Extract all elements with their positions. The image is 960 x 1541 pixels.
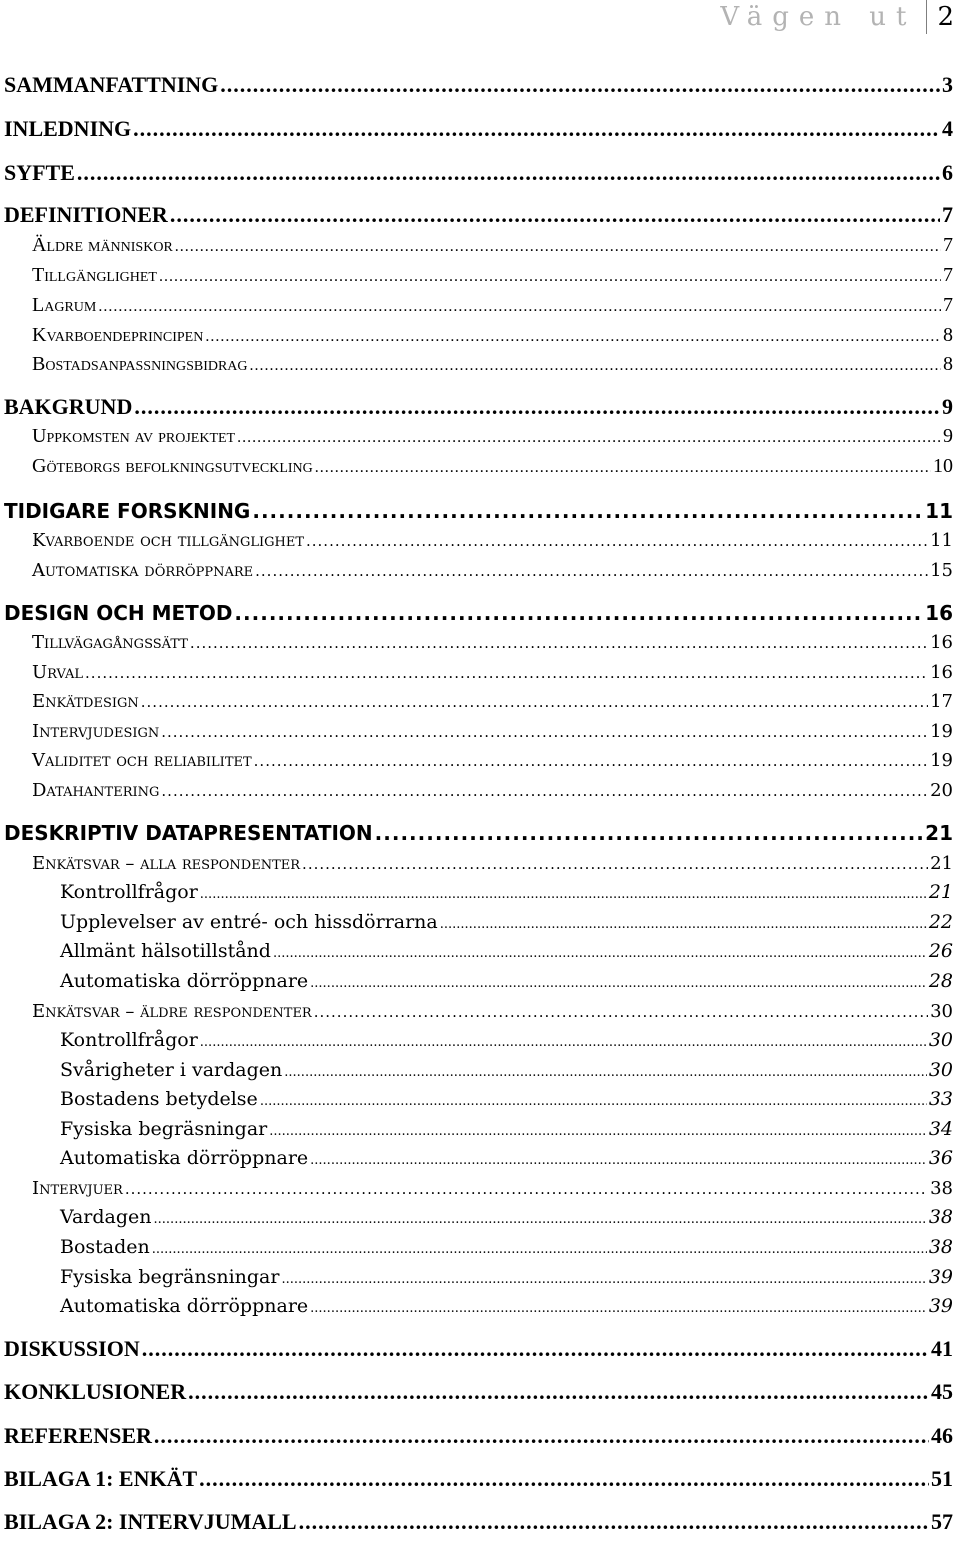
dot-leader — [255, 562, 928, 580]
dot-leader — [310, 1301, 927, 1316]
toc-entry[interactable] — [0, 455, 953, 478]
dot-leader — [205, 328, 941, 346]
toc-entry[interactable] — [0, 234, 953, 257]
toc-entry-title: Datahantering — [32, 780, 160, 801]
toc-entry-title: REFERENSER — [4, 1423, 152, 1448]
toc-entry-title: Kontrollfrågor — [60, 881, 198, 903]
dot-leader — [142, 1336, 929, 1362]
toc-entry[interactable] — [0, 1379, 953, 1405]
toc-entry[interactable] — [0, 691, 953, 712]
toc-entry[interactable] — [0, 1336, 953, 1362]
dot-leader — [299, 1509, 929, 1535]
toc-entry-title: Tillgänglighet — [32, 264, 157, 286]
toc-entry-title: DESKRIPTIV DATAPRESENTATION — [4, 821, 373, 845]
toc-entry[interactable] — [0, 1088, 953, 1110]
toc-entry-page: 57 — [931, 1509, 953, 1534]
toc-entry-page: 21 — [925, 821, 953, 845]
toc-entry-page: 8 — [943, 324, 953, 346]
dot-leader — [159, 268, 941, 286]
toc-entry-page: 41 — [931, 1336, 953, 1361]
toc-entry-title: BILAGA 2: INTERVJUMALL — [4, 1509, 297, 1534]
toc-entry-title: Svårigheter i vardagen — [60, 1059, 283, 1081]
toc-entry-page: 30 — [928, 1059, 953, 1081]
toc-entry[interactable] — [0, 1266, 953, 1288]
toc-entry[interactable] — [0, 1236, 953, 1258]
dot-leader — [254, 752, 928, 770]
toc-entry-page: 33 — [928, 1088, 953, 1110]
toc-entry-title: Urval — [32, 662, 84, 683]
dot-leader — [141, 693, 928, 711]
toc-entry[interactable] — [0, 970, 953, 992]
toc-entry-title: Vardagen — [60, 1206, 152, 1228]
toc-entry-page: 4 — [942, 116, 953, 141]
toc-entry[interactable] — [0, 202, 953, 228]
dot-leader — [152, 1242, 927, 1257]
toc-entry-page: 38 — [928, 1236, 953, 1258]
toc-entry-page: 38 — [928, 1206, 953, 1228]
toc-entry-page: 26 — [928, 940, 953, 962]
toc-entry-page: 9 — [943, 425, 953, 447]
toc-entry-page: 34 — [928, 1118, 953, 1140]
toc-entry-page: 19 — [930, 721, 953, 742]
toc-entry[interactable] — [0, 1178, 953, 1199]
header-divider — [926, 0, 927, 34]
dot-leader — [188, 1379, 929, 1405]
toc-entry[interactable] — [0, 750, 953, 771]
dot-leader — [260, 1094, 927, 1109]
toc-entry[interactable] — [0, 1029, 953, 1051]
dot-leader — [281, 1272, 926, 1287]
toc-entry-title: DESIGN OCH METOD — [4, 601, 233, 625]
toc-entry-page: 7 — [943, 234, 953, 256]
toc-entry[interactable] — [0, 853, 953, 874]
toc-entry-title: Automatiska dörröppnare — [60, 1295, 309, 1317]
toc-entry-page: 16 — [925, 601, 953, 625]
dot-leader — [220, 72, 940, 98]
dot-leader — [310, 1153, 927, 1168]
dot-leader — [234, 601, 923, 625]
toc-entry-title: Enkätsvar – alla respondenter — [32, 853, 301, 874]
dot-leader — [302, 855, 928, 873]
toc-entry-title: Allmänt hälsotillstånd — [60, 940, 271, 962]
toc-entry-page: 17 — [930, 691, 953, 712]
toc-entry-page: 38 — [930, 1178, 953, 1199]
toc-entry-page: 11 — [925, 499, 953, 523]
toc-entry-title: SYFTE — [4, 160, 75, 185]
toc-entry-page: 46 — [931, 1423, 953, 1448]
dot-leader — [269, 1124, 927, 1139]
toc-entry-title: Enkätdesign — [32, 691, 139, 712]
toc-entry-page: 8 — [943, 353, 953, 375]
toc-entry-title: Uppkomsten av projektet — [32, 425, 236, 447]
toc-entry[interactable] — [0, 353, 953, 376]
toc-entry-title: DISKUSSION — [4, 1336, 140, 1361]
dot-leader — [170, 202, 940, 228]
toc-entry[interactable] — [0, 940, 953, 962]
toc-entry-page: 10 — [933, 455, 953, 477]
toc-entry-page: 51 — [931, 1466, 953, 1491]
dot-leader — [125, 1180, 928, 1198]
toc-entry[interactable] — [0, 560, 953, 581]
toc-entry-title: Tillvägagångssätt — [32, 632, 188, 653]
dot-leader — [250, 357, 941, 375]
toc-entry[interactable] — [0, 1509, 953, 1535]
toc-entry-page: 39 — [928, 1266, 953, 1288]
toc-entry-page: 28 — [928, 970, 953, 992]
dot-leader — [98, 298, 941, 316]
toc-entry-page: 30 — [930, 1001, 953, 1022]
toc-entry[interactable] — [0, 264, 953, 287]
dot-leader — [199, 1466, 929, 1492]
toc-entry[interactable] — [0, 116, 953, 142]
toc-entry-title: Bostadens betydelse — [60, 1088, 258, 1110]
toc-entry[interactable] — [0, 780, 953, 801]
toc-entry-title: INLEDNING — [4, 116, 132, 141]
dot-leader — [134, 394, 940, 420]
header-page-number: 2 — [937, 2, 954, 32]
toc-entry[interactable] — [0, 294, 953, 317]
toc-entry-page: 39 — [928, 1295, 953, 1317]
dot-leader — [314, 1003, 928, 1021]
toc-entry[interactable] — [0, 1001, 953, 1022]
toc-entry-title: Upplevelser av entré- och hissdörrarna — [60, 911, 438, 933]
dot-leader — [154, 1423, 929, 1449]
toc-entry[interactable] — [0, 1206, 953, 1228]
dot-leader — [190, 634, 928, 652]
toc-entry[interactable] — [0, 394, 953, 420]
toc-entry-title: Fysiska begränsningar — [60, 1266, 280, 1288]
header-title: Vägen ut — [720, 2, 917, 32]
toc-entry-page: 11 — [930, 530, 953, 551]
toc-entry-page: 6 — [942, 160, 953, 185]
toc-entry-page: 16 — [930, 632, 953, 653]
dot-leader — [161, 723, 928, 741]
toc-entry-page: 9 — [942, 394, 953, 419]
toc-entry[interactable] — [0, 324, 953, 347]
toc-entry-page: 30 — [928, 1029, 953, 1051]
toc-entry-page: 36 — [928, 1147, 953, 1169]
toc-entry-title: Äldre människor — [32, 234, 173, 256]
toc-entry[interactable] — [0, 1466, 953, 1492]
page-header — [720, 0, 954, 34]
toc-entry-title: Kontrollfrågor — [60, 1029, 198, 1051]
toc-entry[interactable] — [0, 160, 953, 186]
toc-entry[interactable] — [0, 1118, 953, 1140]
dot-leader — [85, 664, 928, 682]
toc-entry-title: Fysiska begräsningar — [60, 1118, 268, 1140]
dot-leader — [175, 238, 941, 256]
toc-entry-title: BAKGRUND — [4, 394, 133, 419]
toc-entry-page: 45 — [931, 1379, 953, 1404]
toc-entry-page: 15 — [930, 560, 953, 581]
toc-entry-page: 7 — [942, 202, 953, 227]
toc-entry[interactable] — [0, 530, 953, 551]
dot-leader — [252, 499, 923, 523]
toc-entry-title: Bostadsanpassningsbidrag — [32, 353, 248, 375]
toc-entry-title: Intervjuer — [32, 1178, 123, 1199]
toc-entry[interactable] — [0, 911, 953, 933]
toc-entry-page: 3 — [942, 72, 953, 97]
toc-entry-page: 16 — [930, 662, 953, 683]
toc-entry-title: Enkätsvar – äldre respondenter — [32, 1001, 312, 1022]
toc-entry[interactable] — [0, 72, 953, 98]
dot-leader — [306, 532, 928, 550]
toc-entry[interactable] — [0, 662, 953, 683]
toc-entry[interactable] — [0, 499, 953, 523]
toc-entry-page: 19 — [930, 750, 953, 771]
dot-leader — [161, 782, 928, 800]
dot-leader — [315, 459, 931, 477]
dot-leader — [237, 429, 941, 447]
toc-entry[interactable] — [0, 632, 953, 653]
dot-leader — [200, 887, 927, 902]
toc-entry-page: 7 — [943, 264, 953, 286]
toc-entry-title: Validitet och reliabilitet — [32, 750, 252, 771]
toc-entry[interactable] — [0, 1147, 953, 1169]
dot-leader — [310, 976, 927, 991]
toc-entry-page: 22 — [928, 911, 953, 933]
toc-entry[interactable] — [0, 821, 953, 845]
dot-leader — [133, 116, 940, 142]
toc-entry[interactable] — [0, 1295, 953, 1317]
toc-entry-title: BILAGA 1: ENKÄT — [4, 1466, 198, 1491]
toc-entry-title: Automatiska dörröppnare — [32, 560, 254, 581]
dot-leader — [77, 160, 940, 186]
toc-entry-title: TIDIGARE FORSKNING — [4, 499, 251, 523]
toc-entry-title: Bostaden — [60, 1236, 150, 1258]
toc-entry-page: 20 — [930, 780, 953, 801]
toc-entry[interactable] — [0, 425, 953, 448]
dot-leader — [440, 917, 927, 932]
dot-leader — [200, 1035, 927, 1050]
toc-entry-title: Kvarboende och tillgänglighet — [32, 530, 304, 551]
toc-entry-page: 21 — [930, 853, 953, 874]
toc-entry[interactable] — [0, 721, 953, 742]
toc-entry-title: Kvarboendeprincipen — [32, 324, 204, 346]
dot-leader — [154, 1212, 927, 1227]
toc-entry-title: KONKLUSIONER — [4, 1379, 187, 1404]
toc-entry-title: Intervjudesign — [32, 721, 160, 742]
toc-entry-title: Lagrum — [32, 294, 97, 316]
toc-entry-page: 7 — [943, 294, 953, 316]
toc-entry[interactable] — [0, 881, 953, 903]
toc-entry[interactable] — [0, 1059, 953, 1081]
toc-entry[interactable] — [0, 1423, 953, 1449]
dot-leader — [284, 1065, 927, 1080]
toc-entry-title: DEFINITIONER — [4, 202, 168, 227]
toc-entry-title: Göteborgs befolkningsutveckling — [32, 455, 313, 477]
dot-leader — [375, 821, 924, 845]
toc-entry-title: Automatiska dörröppnare — [60, 970, 309, 992]
toc-entry[interactable] — [0, 601, 953, 625]
dot-leader — [273, 946, 927, 961]
toc-entry-title: SAMMANFATTNING — [4, 72, 219, 97]
toc-entry-title: Automatiska dörröppnare — [60, 1147, 309, 1169]
toc-entry-page: 21 — [928, 881, 953, 903]
